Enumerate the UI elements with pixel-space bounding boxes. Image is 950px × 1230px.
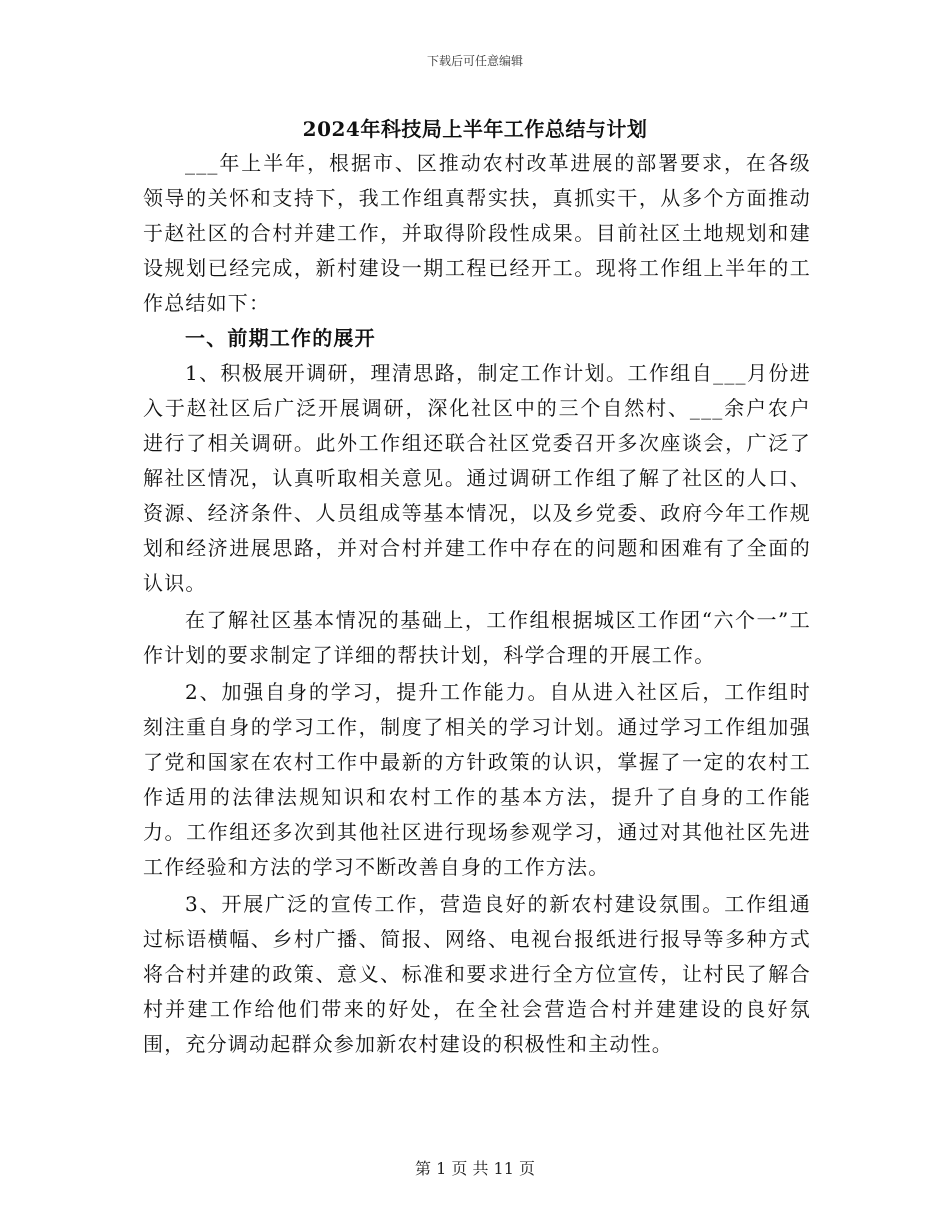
download-note: 下载后可任意编辑 <box>426 54 523 68</box>
item-3-paragraph: 3、开展广泛的宣传工作，营造良好的新农村建设氛围。工作组通过标语横幅、乡村广播、简报、网络、电视台报纸进行报导等多种方式将合村并建的政策、意义、标准和要求进行全方位宣传，让村民了解合村并建工作给他们带来的好处，在全社会营造合村并建建设的良好氛围，充分调动起群众参加新农村建设的积极性和主动性。 <box>143 892 811 1056</box>
item-1-paragraph: 1、积极展开调研，理清思路，制定工作计划。工作组自___月份进入于赵社区后广泛开展调研，深化社区中的三个自然村、___余户农户进行了相关调研。此外工作组还联合社区党委召开多次座谈会，广泛了解社区情况，认真听取相关意见。通过调研工作组了解了社区的人口、资源、经济条件、人员组成等基本情况，以及乡党委、政府今年工作规划和经济进展思路，并对合村并建工作中存在的问题和困难有了全面的认识。 <box>143 361 811 595</box>
document-body <box>143 146 811 1062</box>
item-1-followup-paragraph: 在了解社区基本情况的基础上，工作组根据城区工作团“六个一”工作计划的要求制定了详细的帮扶计划，科学合理的开展工作。 <box>143 608 811 667</box>
page-number: 第 1 页 共 11 页 <box>415 1159 535 1178</box>
intro-paragraph: ___年上半年，根据市、区推动农村改革进展的部署要求，在各级领导的关怀和支持下，我工作组真帮实扶，真抓实干，从多个方面推动于赵社区的合村并建工作，并取得阶段性成果。目前社区土地规划和建设规划已经完成，新村建设一期工程已经开工。现将工作组上半年的工作总结如下： <box>143 151 811 315</box>
item-2-paragraph: 2、加强自身的学习，提升工作能力。自从进入社区后，工作组时刻注重自身的学习工作，制度了相关的学习计划。通过学习工作组加强了党和国家在农村工作中最新的方针政策的认识，掌握了一定的农村工作适用的法律法规知识和农村工作的基本方法，提升了自身的工作能力。工作组还多次到其他社区进行现场参观学习，通过对其他社区先进工作经验和方法的学习不断改善自身的工作方法。 <box>143 680 811 879</box>
document-title: 2024年科技局上半年工作总结与计划 <box>302 117 648 141</box>
section-heading-1: 一、前期工作的展开 <box>185 326 376 350</box>
